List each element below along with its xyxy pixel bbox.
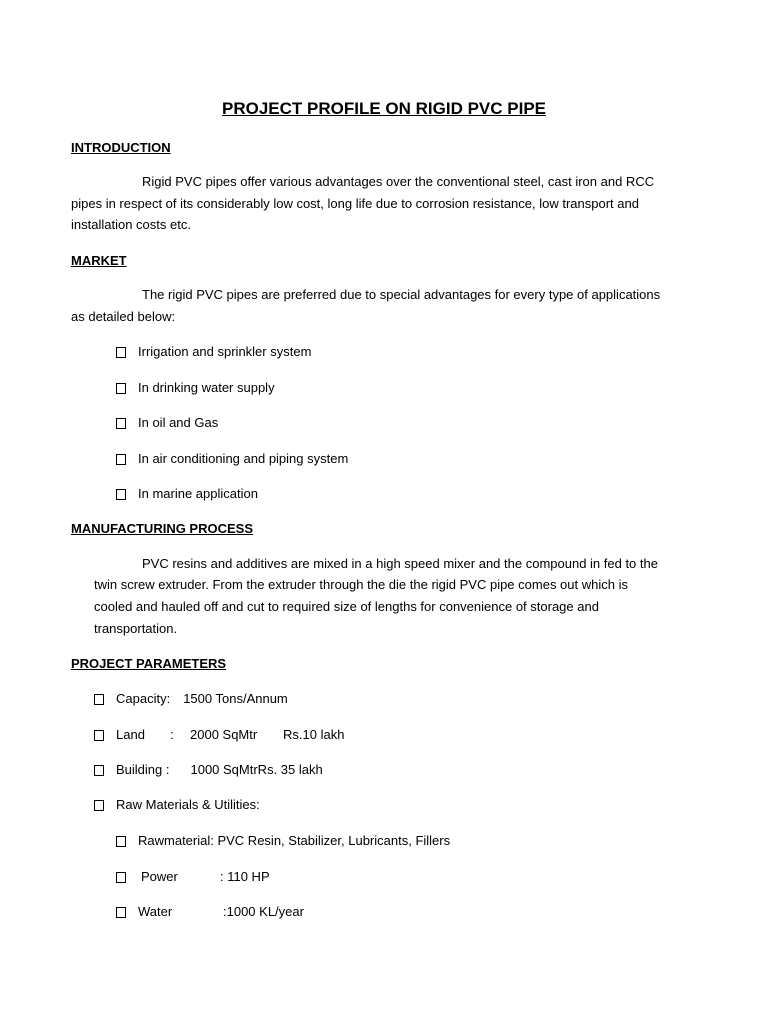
checkbox-icon [116, 454, 126, 465]
capacity-value: 1500 Tons/Annum [183, 691, 288, 706]
intro-line-2: pipes in respect of its considerably low cost, long life due to corrosion resistance, low transport and [71, 196, 639, 211]
capacity-label: Capacity: [116, 691, 171, 706]
land-separator: : [170, 727, 174, 742]
water-label: Water [138, 904, 173, 919]
checkbox-icon [94, 730, 104, 741]
market-item-3 [116, 415, 218, 431]
market-item-label: Irrigation and sprinkler system [138, 344, 312, 359]
market-item-label: In marine application [138, 486, 258, 501]
water-value: :1000 KL/year [223, 904, 304, 919]
market-line-1: The rigid PVC pipes are preferred due to special advantages for every type of applications [142, 287, 661, 302]
land-area: 2000 SqMtr [190, 727, 258, 742]
market-item-label: In air conditioning and piping system [138, 451, 349, 466]
manufacturing-line-4: transportation. [94, 621, 178, 636]
manufacturing-line-2: twin screw extruder. From the extruder through the die the rigid PVC pipe comes out which is [94, 577, 628, 592]
manufacturing-line-1: PVC resins and additives are mixed in a high speed mixer and the compound in fed to the [142, 556, 658, 571]
market-item-1 [116, 344, 311, 360]
checkbox-icon [116, 489, 126, 500]
checkbox-icon [116, 836, 126, 847]
parameter-raw-materials [94, 797, 260, 813]
rawmaterial-text: Rawmaterial: PVC Resin, Stabilizer, Lubricants, Fillers [138, 833, 451, 848]
parameter-land [94, 727, 344, 743]
parameter-capacity [94, 691, 288, 707]
market-line-2: as detailed below: [71, 309, 176, 324]
checkbox-icon [94, 694, 104, 705]
checkbox-icon [116, 418, 126, 429]
raw-materials-label: Raw Materials & Utilities: [116, 797, 260, 812]
checkbox-icon [116, 907, 126, 918]
market-item-5 [116, 486, 258, 502]
market-item-label: In drinking water supply [138, 380, 275, 395]
parameter-water [116, 904, 304, 920]
checkbox-icon [116, 872, 126, 883]
land-cost: Rs.10 lakh [283, 727, 345, 742]
intro-line-1: Rigid PVC pipes offer various advantages over the conventional steel, cast iron and RCC [142, 174, 655, 189]
checkbox-icon [94, 765, 104, 776]
checkbox-icon [94, 800, 104, 811]
market-heading: MARKET [71, 253, 127, 268]
introduction-heading: INTRODUCTION [71, 140, 171, 155]
market-item-2 [116, 380, 275, 396]
checkbox-icon [116, 347, 126, 358]
parameter-rawmaterial [116, 833, 450, 849]
manufacturing-heading: MANUFACTURING PROCESS [71, 521, 254, 536]
market-item-4 [116, 451, 348, 467]
parameter-power [116, 869, 270, 885]
land-label: Land [116, 727, 145, 742]
parameters-heading: PROJECT PARAMETERS [71, 656, 227, 671]
parameter-building [94, 762, 323, 778]
manufacturing-line-3: cooled and hauled off and cut to required size of lengths for convenience of storage and [94, 599, 599, 614]
checkbox-icon [116, 383, 126, 394]
building-label: Building : [116, 762, 170, 777]
power-value: : 110 HP [220, 869, 270, 884]
market-item-label: In oil and Gas [138, 415, 219, 430]
intro-line-3: installation costs etc. [71, 217, 191, 232]
power-label: Power [141, 869, 178, 884]
building-value: 1000 SqMtrRs. 35 lakh [190, 762, 323, 777]
page-title: PROJECT PROFILE ON RIGID PVC PIPE [222, 99, 546, 118]
